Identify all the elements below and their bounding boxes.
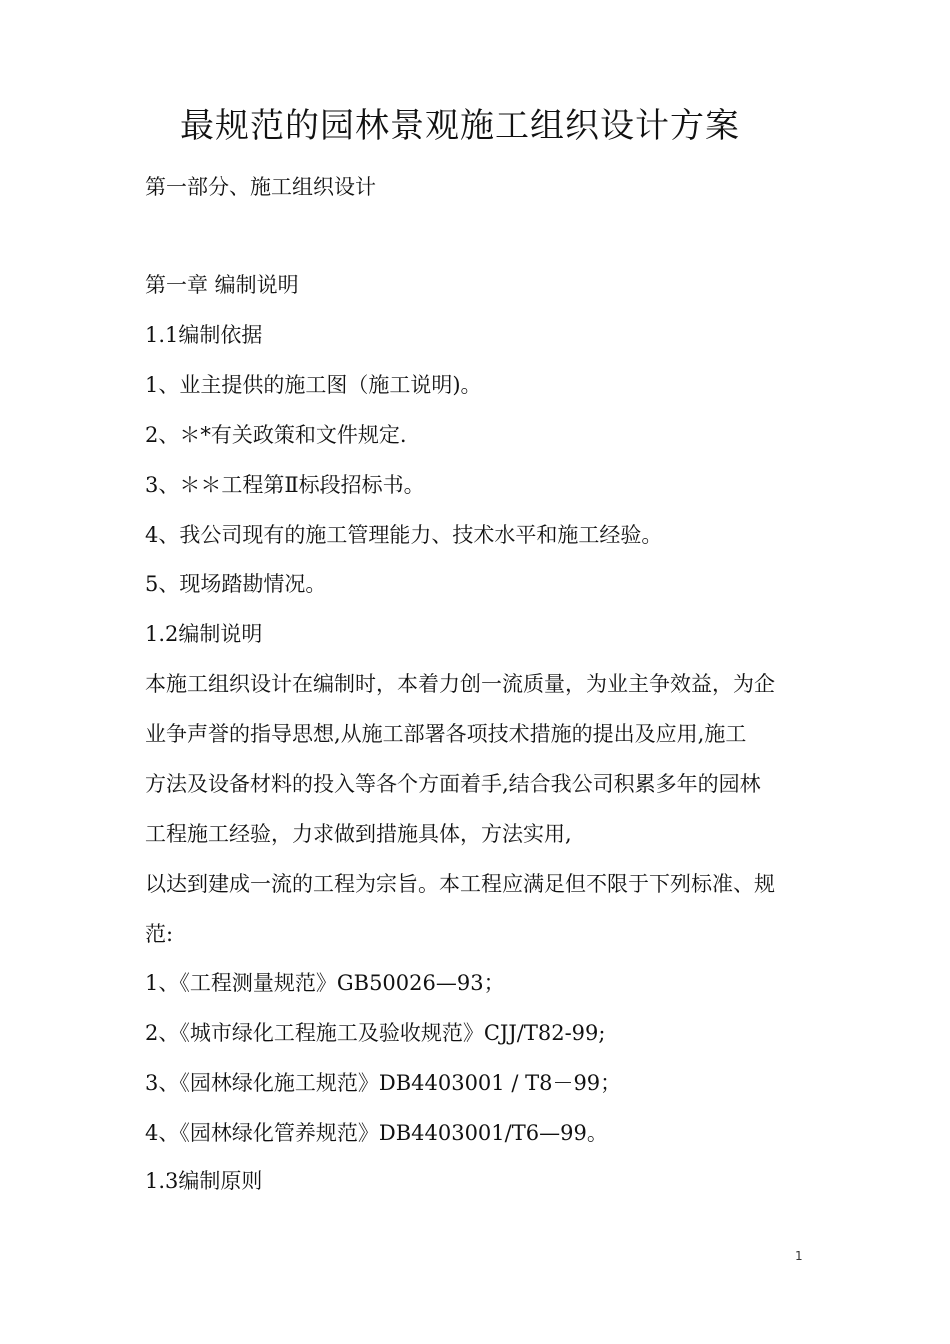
basis-item-1: 1、业主提供的施工图（施工说明)。 [145, 373, 482, 397]
standard-item-3: 3、《园林绿化施工规范》DB4403001 / T8－99； [145, 1071, 622, 1095]
document-title: 最规范的园林景观施工组织设计方案 [180, 106, 740, 146]
basis-item-3: 3、＊＊工程第Ⅱ标段招标书。 [145, 473, 425, 497]
paragraph-line-4: 工程施工经验，力求做到措施具体，方法实用, [145, 822, 572, 846]
paragraph-line-1: 本施工组织设计在编制时，本着力创一流质量，为业主争效益，为企 [145, 672, 775, 696]
paragraph-line-5: 以达到建成一流的工程为宗旨。本工程应满足但不限于下列标准、规 [145, 872, 775, 896]
basis-item-2: 2、＊*有关政策和文件规定. [145, 423, 407, 447]
basis-item-4: 4、我公司现有的施工管理能力、技术水平和施工经验。 [145, 523, 663, 547]
chapter-heading: 第一章 编制说明 [145, 273, 299, 297]
section-heading-1-2: 1.2编制说明 [145, 622, 263, 646]
page-number: 1 [795, 1249, 803, 1263]
basis-item-5: 5、现场踏勘情况。 [145, 572, 327, 596]
part-heading: 第一部分、施工组织设计 [145, 175, 376, 199]
section-heading-1-3: 1.3编制原则 [145, 1169, 263, 1193]
standard-item-4: 4、《园林绿化管养规范》DB4403001/T6—99。 [145, 1121, 608, 1145]
paragraph-line-2: 业争声誉的指导思想,从施工部署各项技术措施的提出及应用,施工 [145, 722, 747, 746]
paragraph-line-3: 方法及设备材料的投入等各个方面着手,结合我公司积累多年的园林 [145, 772, 761, 796]
standard-item-1: 1、《工程测量规范》GB50026—93； [145, 971, 505, 995]
paragraph-line-6: 范: [145, 922, 174, 946]
standard-item-2: 2、《城市绿化工程施工及验收规范》CJJ/T82-99; [145, 1021, 606, 1045]
section-heading-1-1: 1.1编制依据 [145, 323, 263, 347]
